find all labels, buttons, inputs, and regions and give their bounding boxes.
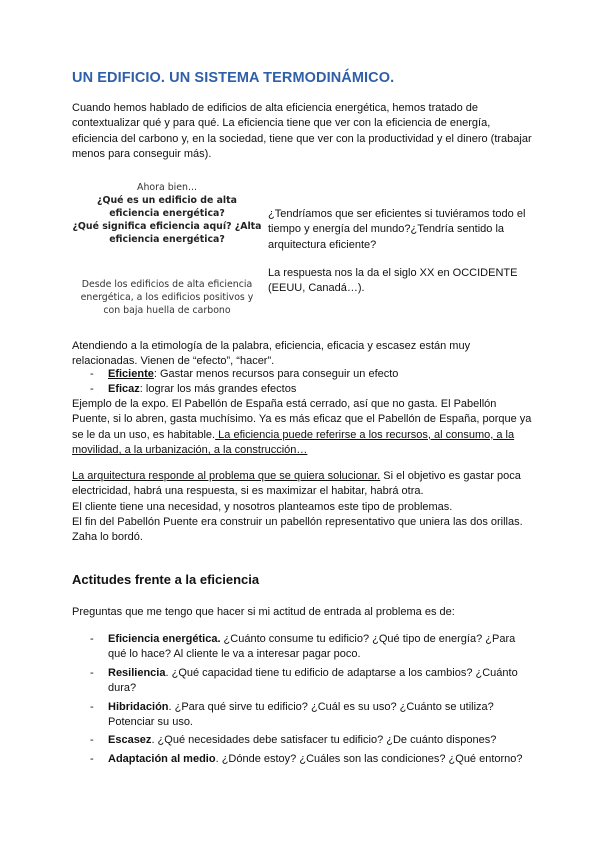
attitudes-list [90,632,530,770]
image-line-2: ¿Qué es un edificio de alta eficiencia energética? [97,195,237,219]
list-item: - Hibridación. ¿Para qué sirve tu edificio? ¿Cuál es su uso? ¿Cuánto se utiliza? Potenciar su uso. [90,700,494,729]
list-item: - Resiliencia. ¿Qué capacidad tiene tu edificio de adaptarse a los cambios? ¿Cuánto dura? [90,666,518,695]
list-item: - Eficiencia energética. ¿Cuánto consume tu edificio? ¿Qué tipo de energía? ¿Para qué lo hace? Al cliente le va a interesar pagar poco. [90,633,516,661]
list-item: - Adaptación al medio. ¿Dónde estoy? ¿Cuáles son las condiciones? ¿Qué entorno? [90,752,523,765]
list-item: - Eficiente: Gastar menos recursos para conseguir un efecto [90,368,399,380]
section-heading: Actitudes frente a la eficiencia [72,572,260,587]
section-intro: Preguntas que me tengo que hacer si mi actitud de entrada al problema es de: [72,606,455,618]
answer-paragraph: La respuesta nos la da el siglo XX en OCCIDENTE (EEUU, Canadá…). [268,267,518,295]
image-line-4: Desde los edificios de alta eficiencia energética, a los edificios positivos y con baja huella de carbono [80,279,254,316]
page-title: UN EDIFICIO. UN SISTEMA TERMODINÁMICO. [72,70,395,86]
image-line-3: ¿Qué significa eficiencia aquí? ¿Alta eficiencia energética? [72,221,262,245]
etymology-list [90,367,530,398]
question-paragraph: ¿Tendríamos que ser eficientes si tuviéramos todo el tiempo y energía del mundo?¿Tendría sentido la arquitectura eficiente? [268,208,526,251]
pavilion-paragraph: El fin del Pabellón Puente era construir un pabellón representativo que uniera las dos orillas. Zaha lo bordó. [72,516,523,544]
image-line-1: Ahora bien... [137,182,197,193]
client-paragraph: El cliente tiene una necesidad, y nosotros planteamos este tipo de problemas. [72,501,453,513]
list-item: - Eficaz: lograr los más grandes efectos [90,383,297,396]
example-paragraph: Ejemplo de la expo. El Pabellón de España está cerrado, así que no gasta. El Pabellón Puente, si lo abren, gasta muchísimo. Ya es más eficaz que el Pabellón de España, porque ya se le da un uso, es habitable. La eficiencia puede referirse a los recursos, al consumo, a la movilidad, a la urbanización, a la construcción… [72,398,532,457]
architecture-paragraph: La arquitectura responde al problema que se quiera solucionar. Si el objetivo es gastar poca electricidad, habrá una respuesta, si es maximizar el habitar, habrá otra. [72,470,521,498]
embedded-image-caption [72,278,262,317]
embedded-image-text [72,181,262,246]
etymology-intro: Atendiendo a la etimología de la palabra, eficiencia, eficacia y escasez están muy relacionadas. Vienen de “efecto”, “hacer”. [72,340,471,368]
list-item: - Escasez. ¿Qué necesidades debe satisfacer tu edificio? ¿De cuánto dispones? [90,734,497,747]
intro-paragraph: Cuando hemos hablado de edificios de alta eficiencia energética, hemos tratado de contextualizar qué y para qué. La eficiencia tiene que ver con la eficiencia de energía, eficiencia del carbono y, en la sociedad, tiene que ver con la productividad y el dinero (trabajar menos para conseguir más). [72,102,532,161]
